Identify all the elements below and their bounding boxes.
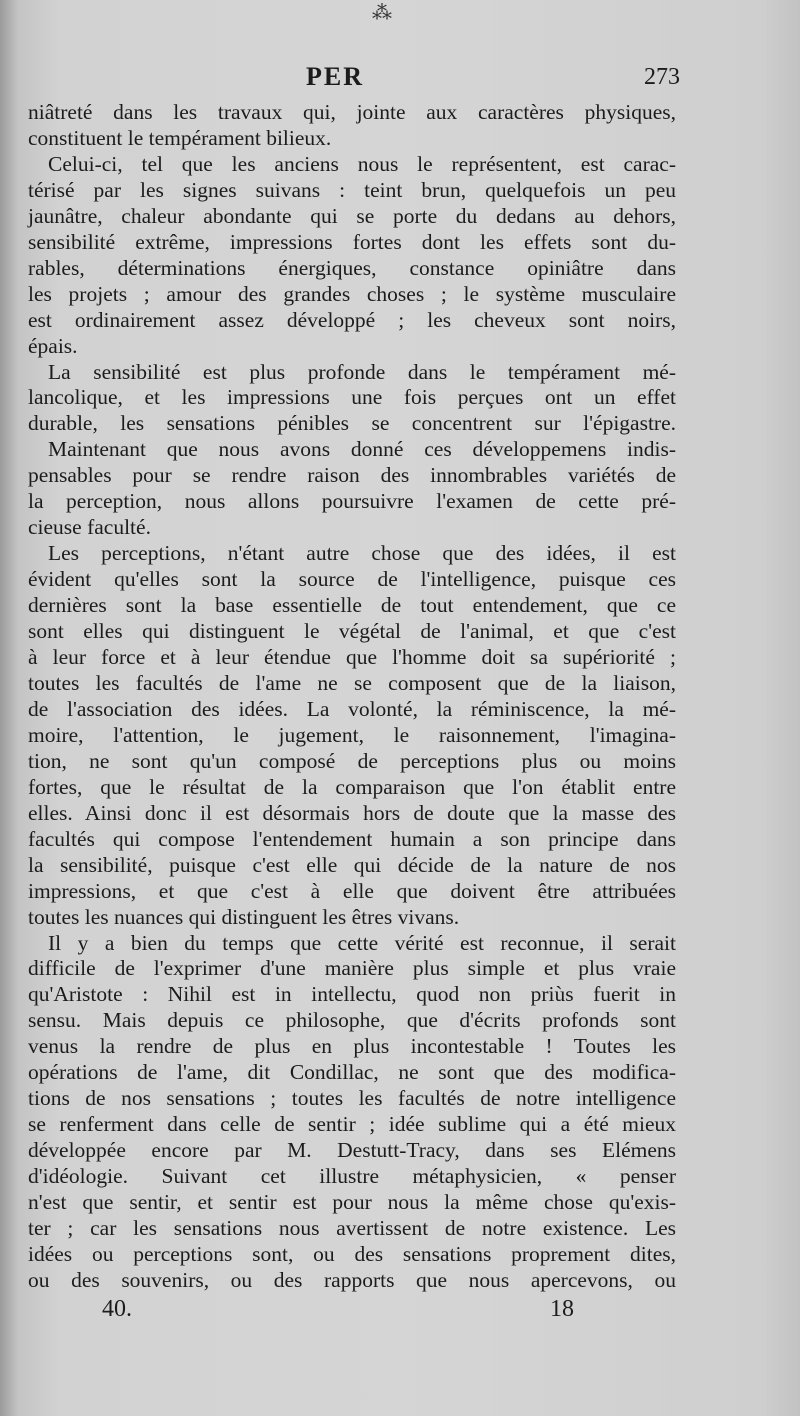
text-line: tion, ne sont qu'un composé de perceptions plus ou moins xyxy=(28,748,676,773)
folio-mark: 18 xyxy=(550,1296,574,1322)
text-line: rables, déterminations énergiques, constance opiniâtre dans xyxy=(28,255,676,280)
text-line: ou des souvenirs, ou des rapports que nous apercevons, ou xyxy=(28,1267,676,1292)
page-number: 273 xyxy=(644,64,680,90)
text-line: idées ou perceptions sont, ou des sensations proprement dites, xyxy=(28,1241,676,1266)
text-line: facultés qui compose l'entendement humain a son principe dans xyxy=(28,826,676,851)
text-line: impressions, et que c'est à elle que doivent être attribuées xyxy=(28,878,676,903)
text-line: de l'association des idées. La volonté, la réminiscence, la mé- xyxy=(28,696,676,721)
text-line: niâtreté dans les travaux qui, jointe aux caractères physiques, xyxy=(28,100,676,124)
text-line: venus la rendre de plus en plus incontestable ! Toutes les xyxy=(28,1034,676,1059)
text-line: La sensibilité est plus profonde dans le tempérament mé- xyxy=(48,359,676,384)
page-header xyxy=(30,62,680,94)
text-line: développée encore par M. Destutt-Tracy, dans ses Elémens xyxy=(28,1138,676,1163)
text-line: ter ; car les sensations nous avertissent de notre existence. Les xyxy=(28,1215,676,1240)
text-line: se renferment dans celle de sentir ; idée sublime qui a été mieux xyxy=(28,1112,676,1137)
text-line: les projets ; amour des grandes choses ; le système musculaire xyxy=(28,281,676,306)
text-line: Les perceptions, n'étant autre chose que des idées, il est xyxy=(48,541,676,566)
text-line: térisé par les signes suivans : teint brun, quelquefois un peu xyxy=(28,177,676,202)
text-line: Maintenant que nous avons donné ces développemens indis- xyxy=(48,437,676,462)
text-line: évident qu'elles sont la source de l'intelligence, puisque ces xyxy=(28,567,676,592)
text-line: épais. xyxy=(28,333,78,358)
text-line: moire, l'attention, le jugement, le raisonnement, l'imagina- xyxy=(28,722,676,747)
text-line: Celui-ci, tel que les anciens nous le représentent, est carac- xyxy=(48,151,676,176)
signature-mark: 40. xyxy=(102,1296,132,1322)
text-line: toutes les nuances qui distinguent les êtres vivans. xyxy=(28,904,460,929)
text-line: cieuse faculté. xyxy=(28,515,151,540)
text-line: pensables pour se rendre raison des innombrables variétés de xyxy=(28,463,676,488)
text-line: la perception, nous allons poursuivre l'examen de cette pré- xyxy=(28,489,676,514)
text-line: est ordinairement assez développé ; les cheveux sont noirs, xyxy=(28,307,676,332)
text-line: lancolique, et les impressions une fois perçues ont un effet xyxy=(28,385,676,410)
page-footer xyxy=(30,1296,680,1326)
text-line: tions de nos sensations ; toutes les facultés de notre intelligence xyxy=(28,1086,676,1111)
text-line: à leur force et à leur étendue que l'homme doit sa supériorité ; xyxy=(28,645,676,670)
text-line: n'est que sentir, et sentir est pour nous la même chose qu'exis- xyxy=(28,1190,676,1215)
text-line: sensibilité extrême, impressions fortes dont les effets sont du- xyxy=(28,229,676,254)
top-ornament: ⁂ xyxy=(372,0,392,24)
text-line: constituent le tempérament bilieux. xyxy=(28,125,332,150)
text-line: la sensibilité, puisque c'est elle qui décide de la nature de nos xyxy=(28,852,676,877)
text-line: sensu. Mais depuis ce philosophe, que d'écrits profonds sont xyxy=(28,1008,676,1033)
text-line: jaunâtre, chaleur abondante qui se porte du dedans au dehors, xyxy=(28,203,676,228)
text-line: dernières sont la base essentielle de tout entendement, que ce xyxy=(28,593,676,618)
text-line: difficile de l'exprimer d'une manière plus simple et plus vraie xyxy=(28,956,676,981)
text-line: Il y a bien du temps que cette vérité est reconnue, il serait xyxy=(48,930,676,955)
text-line: d'idéologie. Suivant cet illustre métaphysicien, « penser xyxy=(28,1164,676,1189)
text-line: qu'Aristote : Nihil est in intellectu, quod non priùs fuerit in xyxy=(28,982,676,1007)
text-line: sont elles qui distinguent le végétal de l'animal, et que c'est xyxy=(28,619,676,644)
text-line: fortes, que le résultat de la comparaison que l'on établit entre xyxy=(28,774,676,799)
body-text xyxy=(28,100,676,1294)
text-line: elles. Ainsi donc il est désormais hors de doute que la masse des xyxy=(28,800,676,825)
text-line: toutes les facultés de l'ame ne se composent que de la liaison, xyxy=(28,670,676,695)
running-head: PER xyxy=(306,62,364,91)
text-line: durable, les sensations pénibles se concentrent sur l'épigastre. xyxy=(28,411,676,436)
text-line: opérations de l'ame, dit Condillac, ne sont que des modifica- xyxy=(28,1060,676,1085)
